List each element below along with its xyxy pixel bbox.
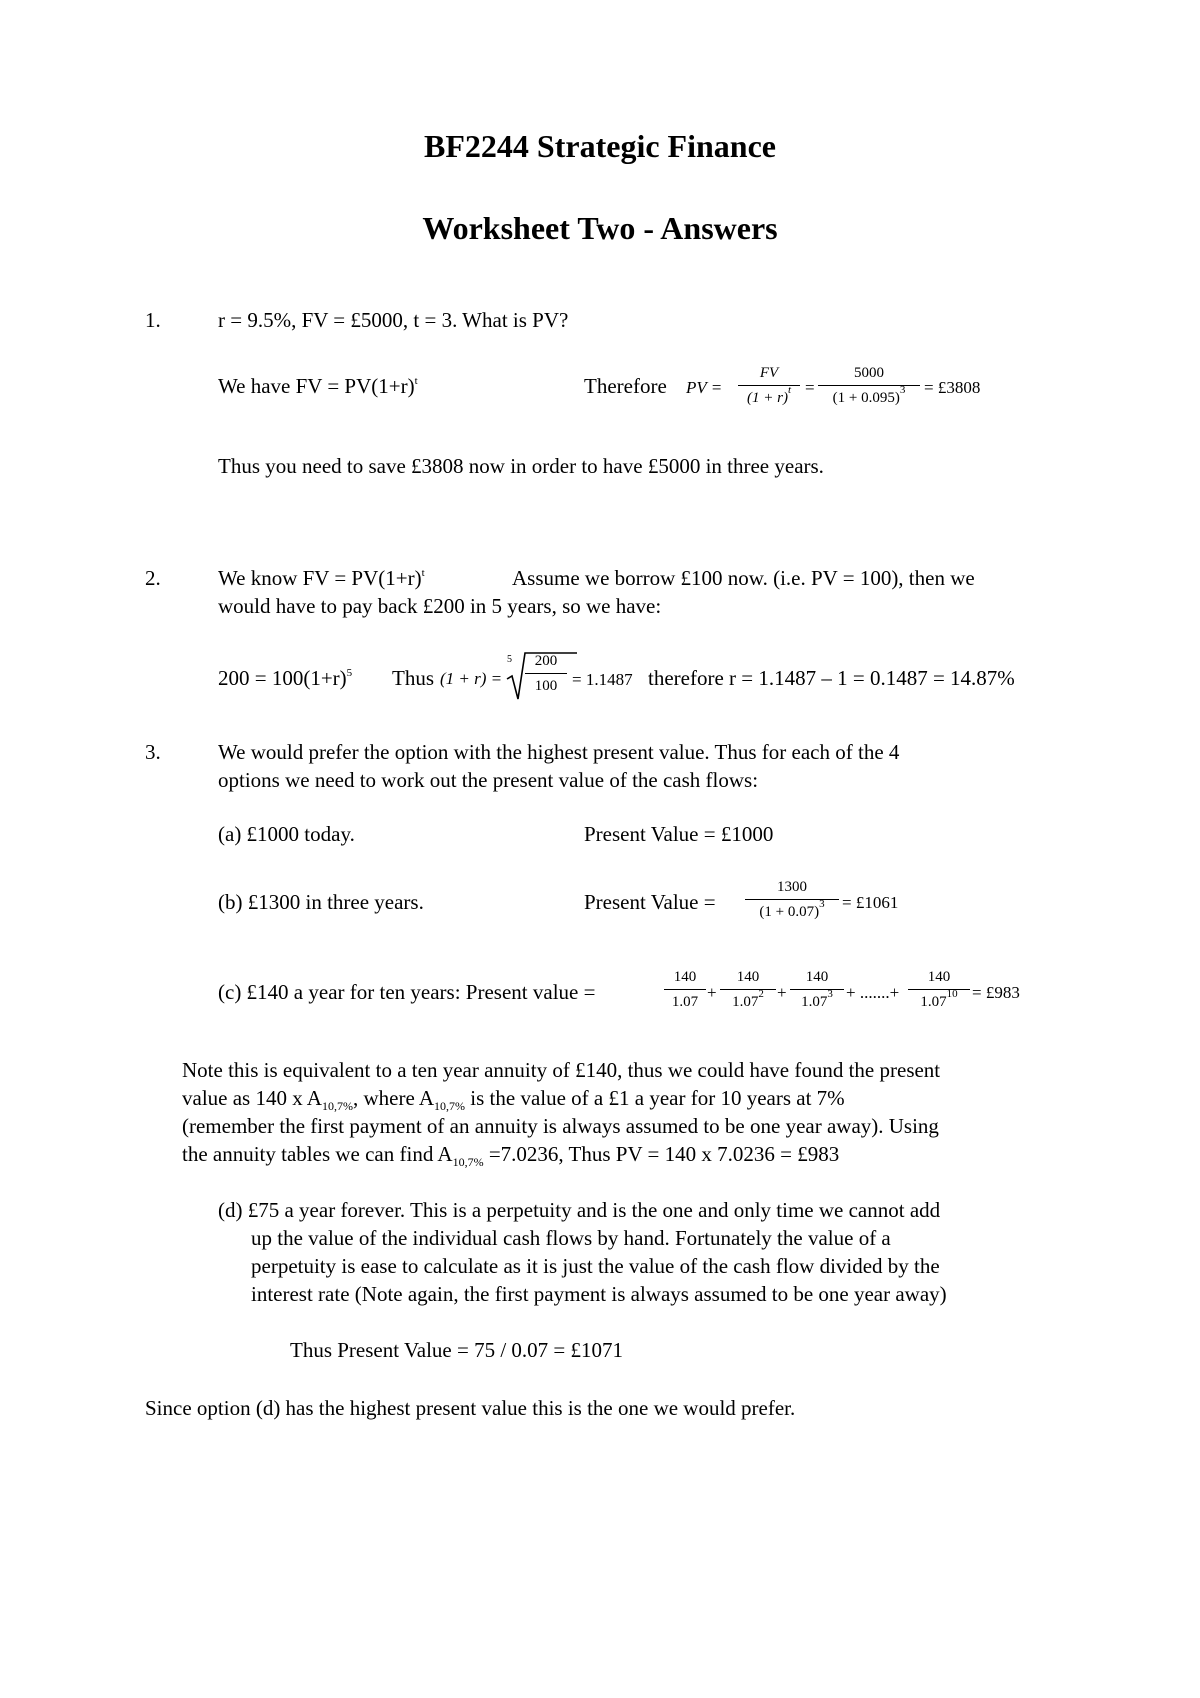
q3-note-line1: Note this is equivalent to a ten year annuity of £140, thus we could have found the present: [182, 1058, 941, 1082]
q3-c-term-1: $\frac{140}{1.07}$: [664, 968, 706, 1012]
q2-assumption: Assume we borrow £100 now. (i.e. PV = 100), then we: [512, 566, 975, 590]
q1-pv-lhs: PV =: [686, 378, 723, 397]
q2-rate-result: therefore r = 1.1487 – 1 = 0.1487 = 14.87%: [648, 666, 1015, 690]
q3-option-b-label: Present Value =: [584, 890, 716, 914]
q3-option-b-result: = £1061: [842, 893, 899, 912]
q2-root-fraction: $\frac{200}{100}$: [525, 652, 567, 695]
document-subtitle: Worksheet Two - Answers: [422, 210, 778, 246]
q1-question: r = 9.5%, FV = £5000, t = 3. What is PV?: [218, 308, 569, 332]
q2-lhs: (1 + r) =: [440, 669, 503, 688]
document-title: BF2244 Strategic Finance: [424, 128, 776, 164]
q3-option-d-result: Thus Present Value = 75 / 0.07 = £1071: [290, 1338, 624, 1362]
final-conclusion: Since option (d) has the highest present value this is the one we would prefer.: [145, 1396, 796, 1420]
q1-fraction-fv: $\frac{FV}{(1 + r)^t}$: [738, 364, 800, 408]
q3-option-b-fraction: $\frac{1300}{(1 + 0.07)^3}$: [745, 878, 839, 922]
q3-c-plus-2: +: [777, 983, 787, 1002]
q3-intro-line2: options we need to work out the present value of the cash flows:: [218, 768, 759, 792]
q3-number: 3.: [145, 740, 161, 764]
q3-c-plus-1: +: [707, 983, 717, 1002]
q1-conclusion: Thus you need to save £3808 now in order to have £5000 in three years.: [218, 454, 824, 478]
q3-c-dots: + .......+: [846, 983, 900, 1002]
q1-result: = £3808: [924, 378, 981, 397]
q3-option-d-line2: up the value of the individual cash flows by hand. Fortunately the value of a: [251, 1226, 891, 1250]
q3-option-c-result: = £983: [972, 983, 1020, 1002]
q1-have-formula: We have FV = $PV(1+r)^t$: [218, 374, 418, 398]
q2-number: 2.: [145, 566, 161, 590]
q1-equals: =: [805, 378, 815, 397]
q1-fraction-5000: $\frac{5000}{(1 + 0.095)^3}$: [818, 364, 920, 408]
q2-line2: would have to pay back £200 in 5 years, so we have:: [218, 594, 662, 618]
q1-number: 1.: [145, 308, 161, 332]
q3-note-line2: value as 140 x $A_{10,7\%}$, where $A_{10,7\%}$ is the value of a £1 a year for 10 years at 7%: [182, 1086, 845, 1113]
q2-thus: Thus: [392, 666, 434, 690]
q2-equation: $200 = 100(1+r)^5$: [218, 666, 353, 690]
q2-root-index: 5: [507, 654, 512, 665]
q3-c-term-3: $\frac{140}{1.07^3}$: [790, 968, 844, 1012]
q3-option-d-line3: perpetuity is ease to calculate as it is just the value of the cash flow divided by the: [251, 1254, 940, 1278]
q3-intro-line1: We would prefer the option with the highest present value. Thus for each of the 4: [218, 740, 900, 764]
q3-option-d-line4: interest rate (Note again, the first payment is always assumed to be one year away): [251, 1282, 947, 1306]
q1-therefore-label: Therefore: [584, 374, 667, 398]
q3-c-term-2: $\frac{140}{1.07^2}$: [720, 968, 776, 1012]
q2-root-result: = 1.1487: [572, 670, 633, 689]
q3-option-a: (a) £1000 today.: [218, 822, 355, 846]
q3-option-d-line1: (d) £75 a year forever. This is a perpetuity and is the one and only time we cannot add: [218, 1198, 941, 1222]
q3-c-term-10: $\frac{140}{1.07^{10}}$: [908, 968, 970, 1012]
q3-option-c: (c) £140 a year for ten years: Present value =: [218, 980, 596, 1004]
q3-option-a-value: Present Value = £1000: [584, 822, 774, 846]
q3-note-line4: the annuity tables we can find $A_{10,7\%} =7.0236$, Thus PV = 140 x 7.0236 = £983: [182, 1142, 840, 1169]
q2-formula: We know FV = $PV(1+r)^t$: [218, 566, 425, 590]
q3-note-line3: (remember the first payment of an annuity is always assumed to be one year away). Using: [182, 1114, 939, 1138]
q3-option-b: (b) £1300 in three years.: [218, 890, 424, 914]
